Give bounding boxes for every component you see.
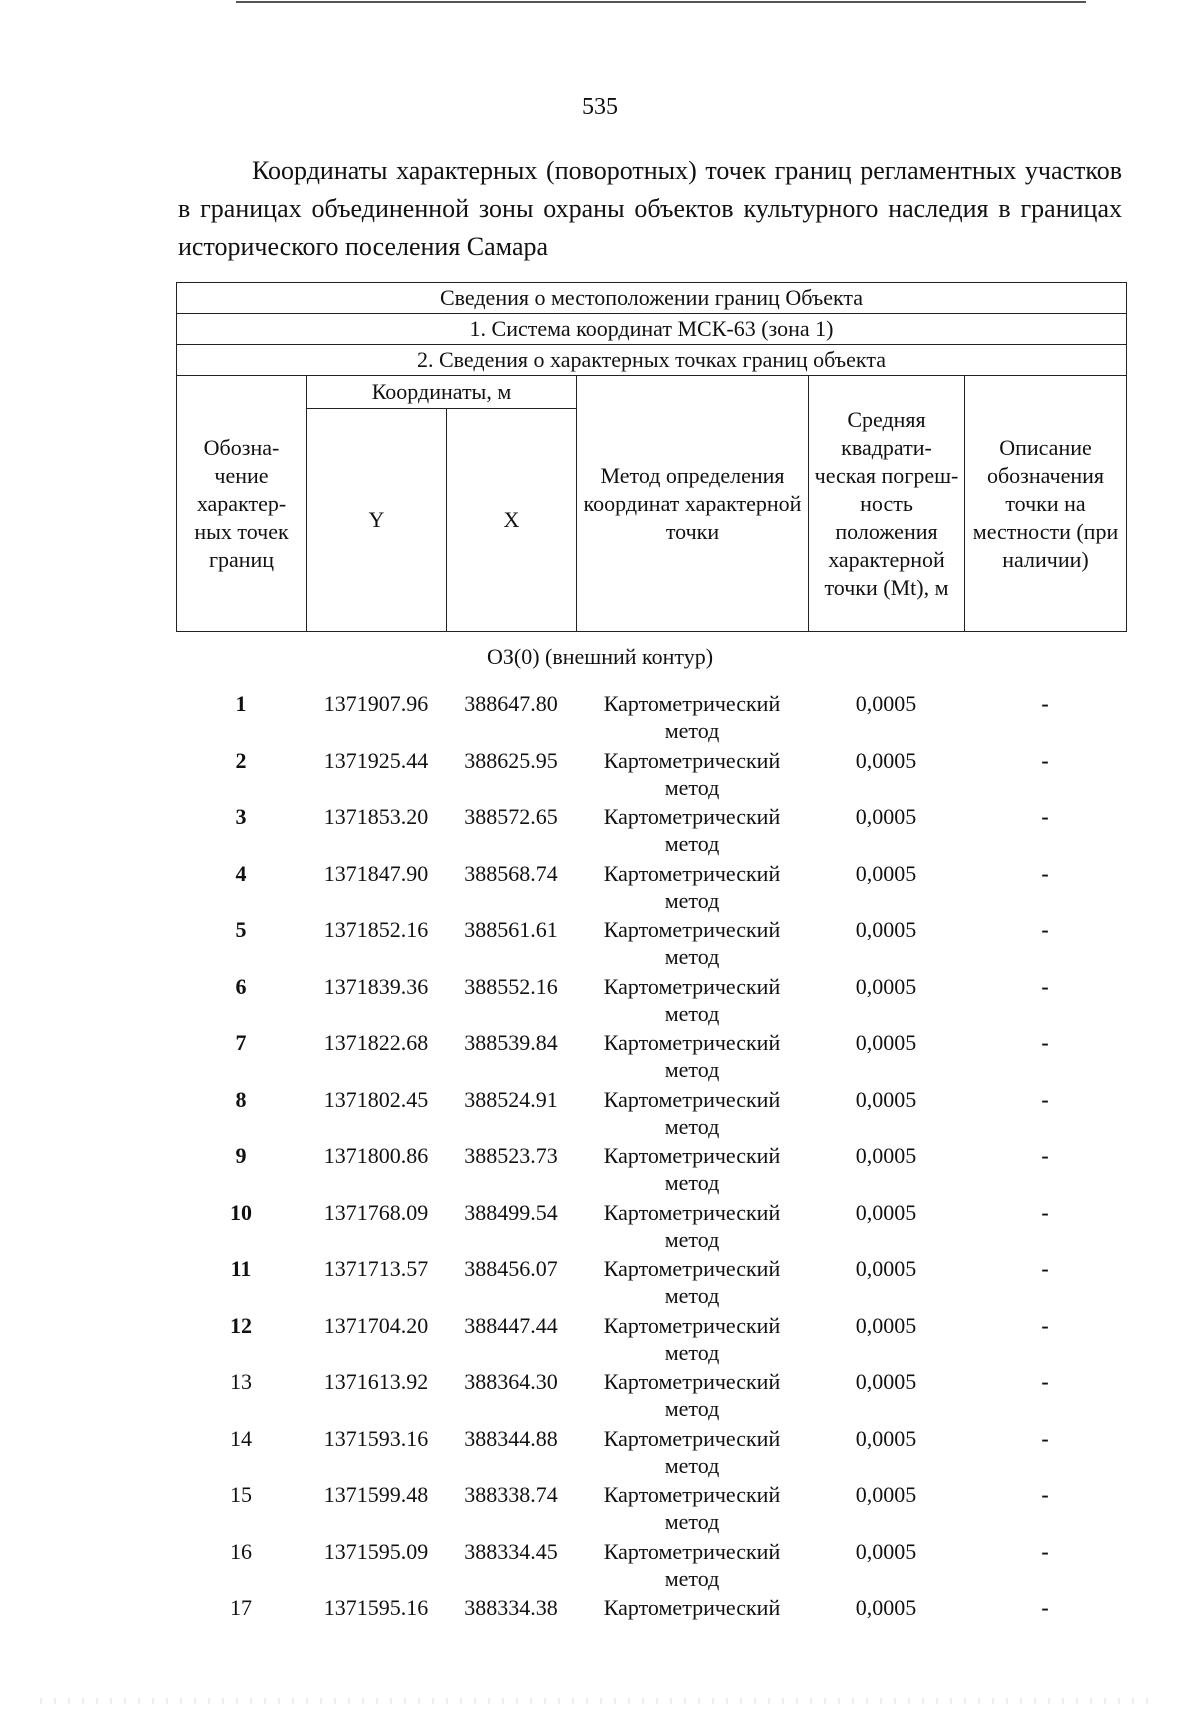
coordinate-x: 388499.54 xyxy=(464,1199,558,1225)
coordinate-y: 1371839.36 xyxy=(323,973,429,999)
error-value: 0,0005 xyxy=(855,691,917,716)
coordinate-y: 1371822.68 xyxy=(323,1030,429,1055)
document-title: Координаты характерных (поворотных) точек границ регламентных участков в границах объединенной зоны охраны объектов культурного наследия в границах исторического поселения Самара xyxy=(178,156,1122,261)
table-row xyxy=(0,1481,1200,1538)
method: Картометрический метод xyxy=(603,747,781,800)
point-number: 17 xyxy=(230,1595,252,1620)
col-x-header: X xyxy=(447,409,577,632)
description: - xyxy=(1041,1369,1049,1394)
coordinate-y: 1371768.09 xyxy=(323,1199,429,1225)
page-top-rule xyxy=(236,1,1086,3)
description: - xyxy=(1041,973,1049,999)
point-number: 7 xyxy=(235,1030,247,1055)
col-description-header: Описание обозначения точки на местности (при наличии) xyxy=(965,376,1127,632)
table-row xyxy=(0,1312,1200,1369)
coordinate-y: 1371704.20 xyxy=(323,1312,429,1338)
description: - xyxy=(1041,1425,1049,1451)
description: - xyxy=(1041,1030,1049,1055)
point-number: 10 xyxy=(230,1199,252,1225)
col-coordinates-header: Координаты, м xyxy=(307,376,577,409)
table-row xyxy=(0,1594,1200,1651)
error-value: 0,0005 xyxy=(855,1199,917,1225)
coordinate-y: 1371595.09 xyxy=(323,1538,429,1564)
point-number: 2 xyxy=(235,747,247,773)
point-number: 9 xyxy=(235,1143,247,1168)
method: Картометрический метод xyxy=(603,860,781,913)
error-value: 0,0005 xyxy=(855,860,917,886)
description: - xyxy=(1041,917,1049,942)
coordinate-x: 388334.45 xyxy=(464,1538,558,1564)
method: Картометрический метод xyxy=(603,804,781,856)
table-row xyxy=(0,1142,1200,1199)
table-row xyxy=(0,1368,1200,1425)
method: Картометрический метод xyxy=(603,1538,781,1591)
coordinate-y: 1371853.20 xyxy=(323,804,429,829)
scan-noise xyxy=(40,1698,1160,1704)
method: Картометрический метод xyxy=(603,917,781,969)
description: - xyxy=(1041,1595,1049,1620)
coordinate-y: 1371595.16 xyxy=(323,1595,429,1620)
header-location-info: Сведения о местоположении границ Объекта xyxy=(177,283,1127,314)
description: - xyxy=(1041,1482,1049,1507)
table-row xyxy=(0,690,1200,747)
point-number: 13 xyxy=(230,1369,252,1394)
description: - xyxy=(1041,747,1049,773)
method: Картометрический метод xyxy=(603,1030,781,1082)
coordinate-y: 1371852.16 xyxy=(323,917,429,942)
coordinate-x: 388338.74 xyxy=(464,1482,558,1507)
coordinate-x: 388364.30 xyxy=(464,1369,558,1394)
method: Картометрический метод xyxy=(603,1086,781,1139)
table-row xyxy=(0,860,1200,917)
method: Картометрический метод xyxy=(603,1256,781,1308)
error-value: 0,0005 xyxy=(855,1369,917,1394)
point-number: 5 xyxy=(235,917,247,942)
point-number: 8 xyxy=(235,1086,247,1112)
table-row xyxy=(0,803,1200,860)
error-value: 0,0005 xyxy=(855,1538,917,1564)
coordinate-x: 388456.07 xyxy=(464,1256,558,1281)
coordinate-x: 388572.65 xyxy=(464,804,558,829)
coordinate-x: 388561.61 xyxy=(464,917,558,942)
point-number: 11 xyxy=(230,1256,252,1281)
coordinate-x: 388647.80 xyxy=(464,691,558,716)
point-number: 3 xyxy=(235,804,247,829)
table-row xyxy=(0,916,1200,973)
coordinate-y: 1371593.16 xyxy=(323,1425,429,1451)
table-row xyxy=(0,1199,1200,1256)
header-table xyxy=(176,282,1127,632)
point-number: 12 xyxy=(230,1312,252,1338)
point-number: 1 xyxy=(235,691,247,716)
error-value: 0,0005 xyxy=(855,917,917,942)
section-title: ОЗ(0) (внешний контур) xyxy=(486,644,714,669)
error-value: 0,0005 xyxy=(855,1482,917,1507)
coordinate-x: 388524.91 xyxy=(464,1086,558,1112)
description: - xyxy=(1041,804,1049,829)
col-y-header: Y xyxy=(307,409,447,632)
method: Картометрический метод xyxy=(603,1199,781,1252)
error-value: 0,0005 xyxy=(855,1312,917,1338)
point-number: 6 xyxy=(235,973,247,999)
point-number: 15 xyxy=(230,1482,252,1507)
coordinate-x: 388523.73 xyxy=(464,1143,558,1168)
method: Картометрический метод xyxy=(603,691,781,743)
coordinate-y: 1371907.96 xyxy=(323,691,429,716)
error-value: 0,0005 xyxy=(855,1030,917,1055)
method: Картометрический метод xyxy=(603,1369,781,1421)
coordinate-x: 388568.74 xyxy=(464,860,558,886)
table-row xyxy=(0,1538,1200,1595)
method: Картометрический метод xyxy=(603,1425,781,1478)
error-value: 0,0005 xyxy=(855,1425,917,1451)
method: Картометрический метод xyxy=(603,973,781,1026)
coordinate-y: 1371613.92 xyxy=(323,1369,429,1394)
coordinate-x: 388334.38 xyxy=(464,1595,558,1620)
table-row xyxy=(0,1086,1200,1143)
error-value: 0,0005 xyxy=(855,973,917,999)
error-value: 0,0005 xyxy=(855,804,917,829)
coordinate-y: 1371847.90 xyxy=(323,860,429,886)
table-row xyxy=(0,747,1200,804)
point-number: 4 xyxy=(235,860,247,886)
method: Картометрический метод xyxy=(603,1312,781,1365)
description: - xyxy=(1041,691,1049,716)
error-value: 0,0005 xyxy=(855,1595,917,1620)
header-coordinate-system: 1. Система координат МСК-63 (зона 1) xyxy=(177,314,1127,345)
description: - xyxy=(1041,860,1049,886)
description: - xyxy=(1041,1538,1049,1564)
method: Картометрический метод xyxy=(603,1482,781,1534)
method: Картометрический метод xyxy=(603,1143,781,1195)
points-list xyxy=(0,690,1200,1651)
coordinate-y: 1371599.48 xyxy=(323,1482,429,1507)
method: Картометрический xyxy=(603,1595,781,1620)
coordinate-y: 1371800.86 xyxy=(323,1143,429,1168)
coordinate-x: 388552.16 xyxy=(464,973,558,999)
coordinate-y: 1371713.57 xyxy=(323,1256,429,1281)
coordinate-x: 388447.44 xyxy=(464,1312,558,1338)
table-row xyxy=(0,1029,1200,1086)
description: - xyxy=(1041,1199,1049,1225)
description: - xyxy=(1041,1312,1049,1338)
error-value: 0,0005 xyxy=(855,747,917,773)
table-row xyxy=(0,1255,1200,1312)
point-number: 16 xyxy=(230,1538,252,1564)
header-points-info: 2. Сведения о характерных точках границ объекта xyxy=(177,345,1127,376)
col-designation-header: Обозна-чение характер-ных точек границ xyxy=(177,376,307,632)
col-method-header: Метод определения координат характерной точки xyxy=(577,376,809,632)
description: - xyxy=(1041,1086,1049,1112)
point-number: 14 xyxy=(230,1425,252,1451)
description: - xyxy=(1041,1256,1049,1281)
col-error-header: Средняя квадрати-ческая погреш-ность положения характерной точки (Mt), м xyxy=(809,376,965,632)
table-row xyxy=(0,1425,1200,1482)
coordinate-y: 1371925.44 xyxy=(323,747,429,773)
error-value: 0,0005 xyxy=(855,1143,917,1168)
page-number: 535 xyxy=(582,94,618,120)
coordinate-x: 388344.88 xyxy=(464,1425,558,1451)
coordinate-x: 388625.95 xyxy=(464,747,558,773)
description: - xyxy=(1041,1143,1049,1168)
table-row xyxy=(0,973,1200,1030)
coordinate-y: 1371802.45 xyxy=(323,1086,429,1112)
error-value: 0,0005 xyxy=(855,1256,917,1281)
coordinate-x: 388539.84 xyxy=(464,1030,558,1055)
error-value: 0,0005 xyxy=(855,1086,917,1112)
